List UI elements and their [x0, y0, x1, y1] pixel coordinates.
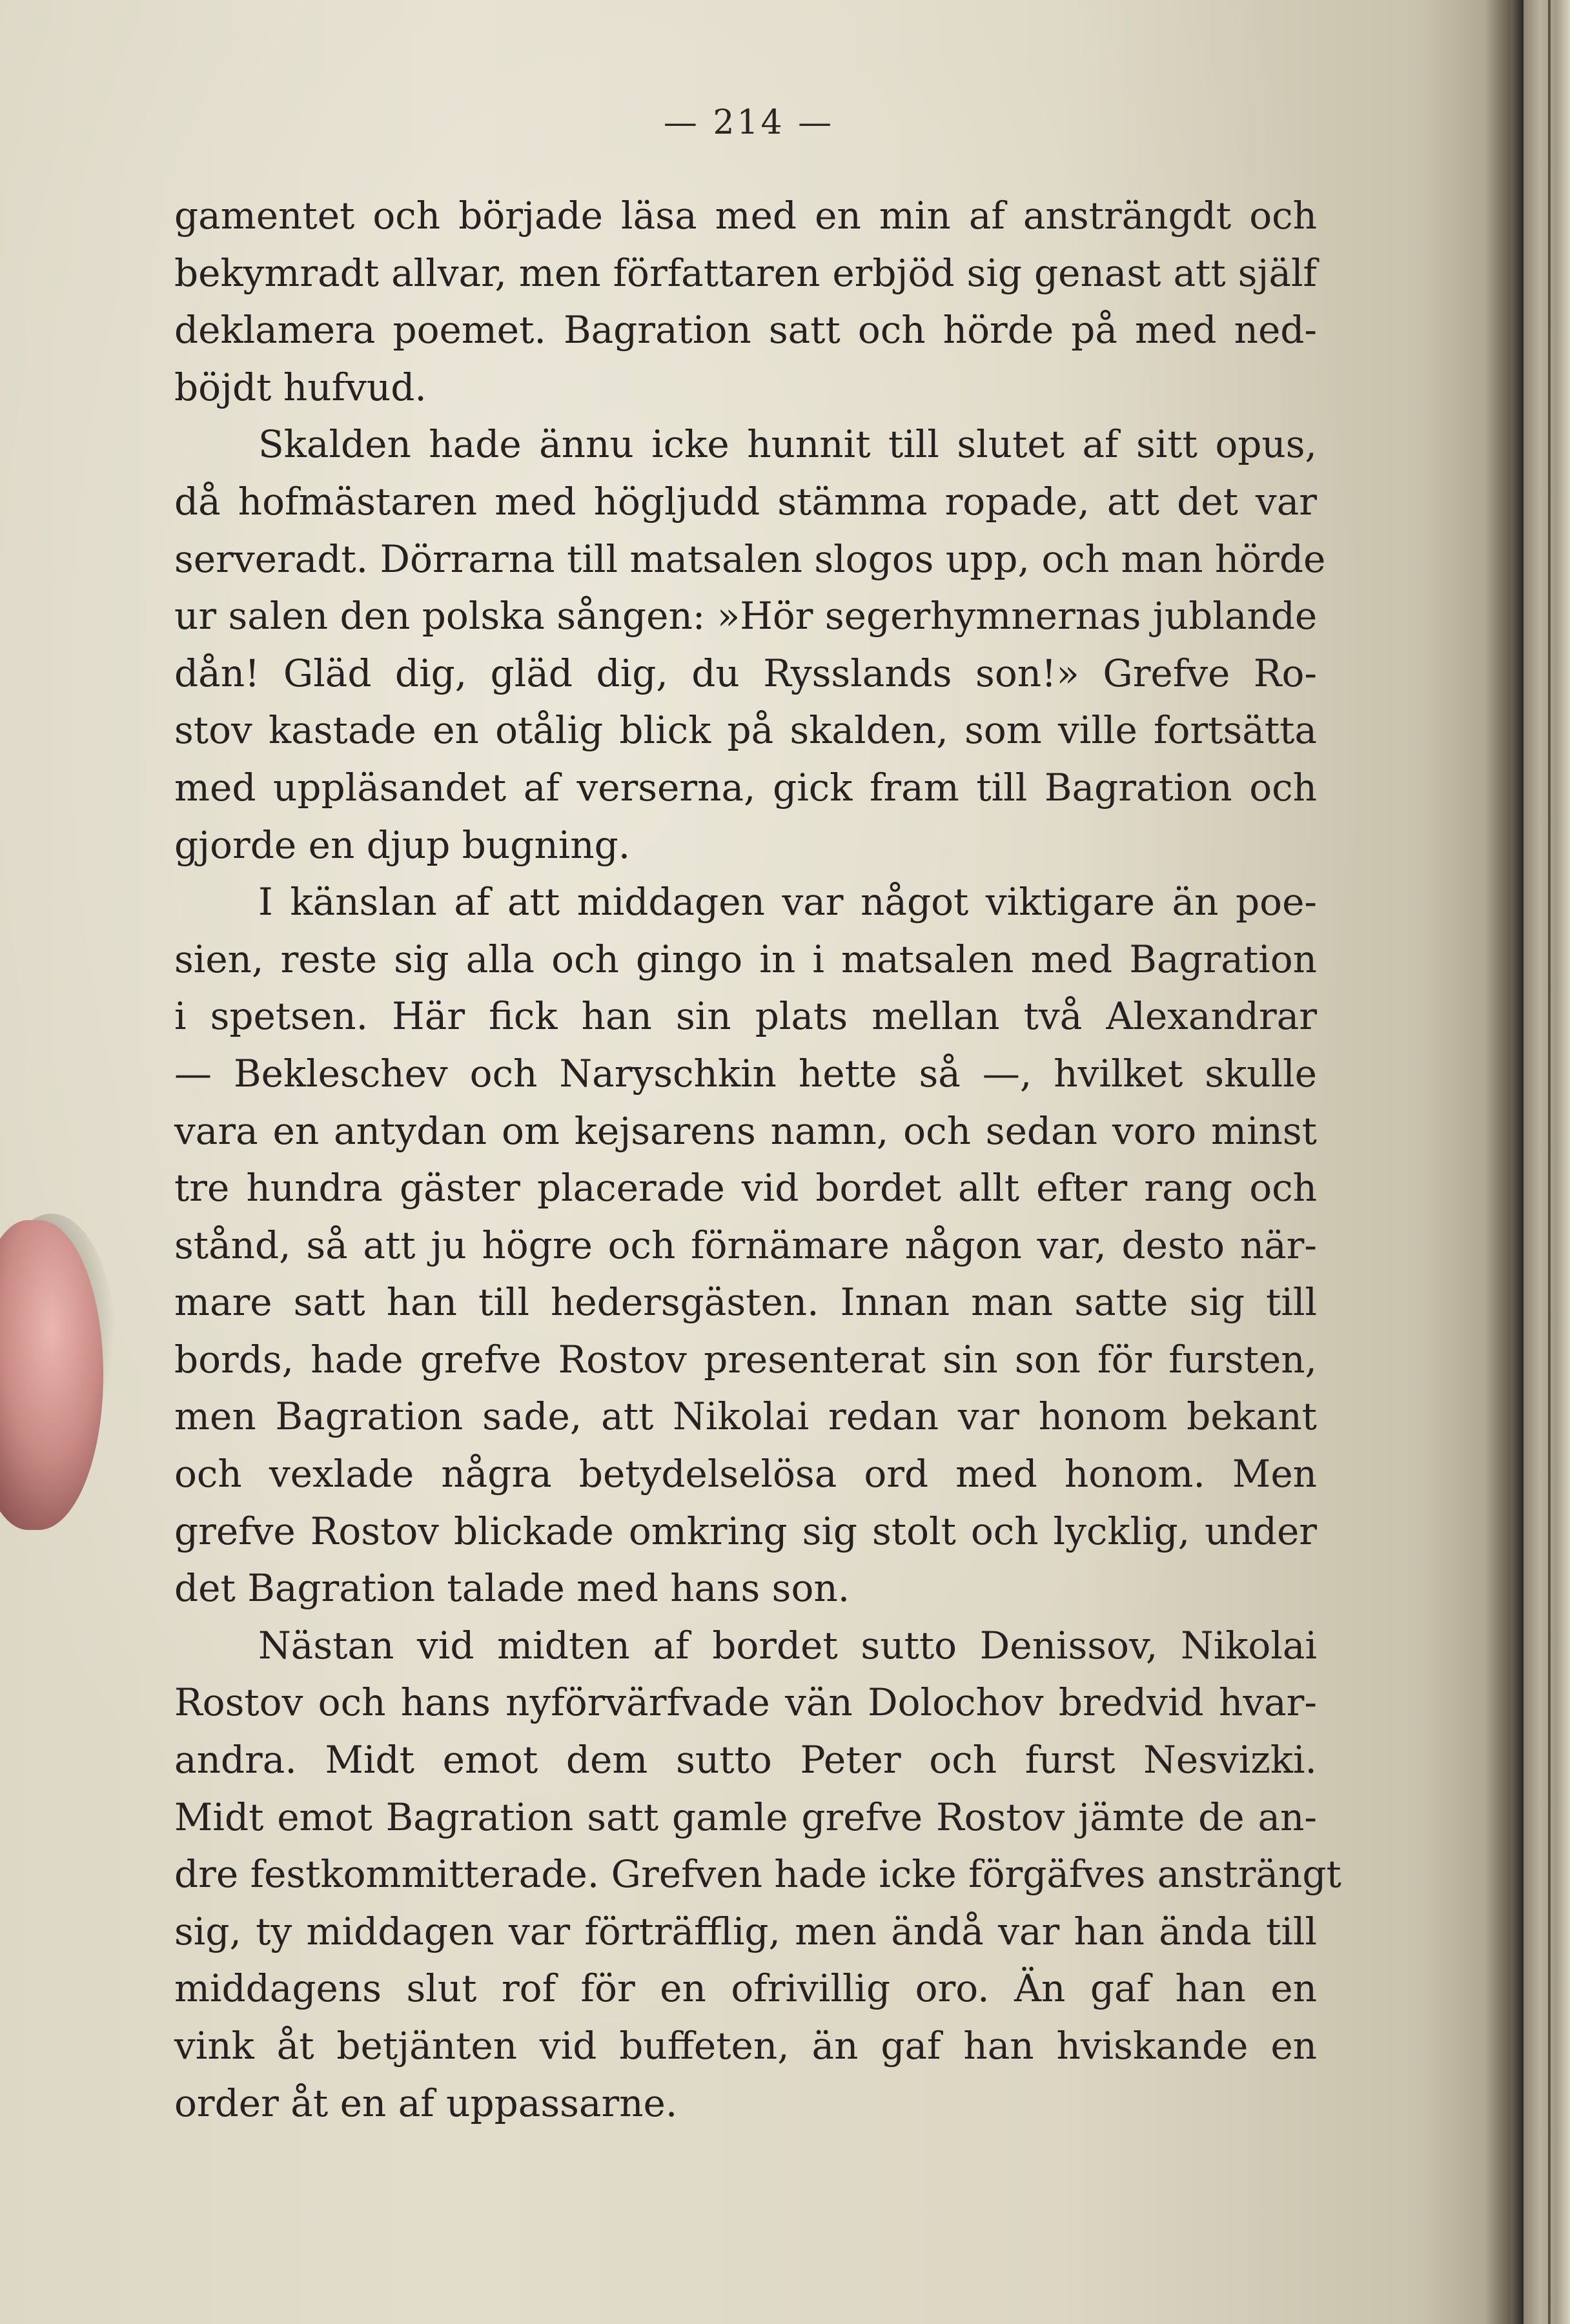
text-line: — Bekleschev och Naryschkin hette så —, hvilket skulle [174, 1051, 1317, 1096]
text-line: Midt emot Bagration satt gamle grefve Rostov jämte de an- [174, 1795, 1317, 1839]
text-line: gamentet och började läsa med en min af ansträngdt och [174, 194, 1317, 238]
next-page-edge [1524, 0, 1570, 2324]
text-line: böjdt hufvud. [174, 365, 427, 409]
book-gutter-shadow [1485, 0, 1524, 2324]
text-line: ur salen den polska sången: »Hör segerhymnernas jublande [174, 594, 1318, 638]
text-line: stov kastade en otålig blick på skalden, som ville fortsätta [174, 708, 1317, 753]
text-line: I känslan af att middagen var något viktigare än poe- [258, 880, 1317, 924]
text-line: då hofmästaren med högljudd stämma ropade, att det var [174, 479, 1317, 524]
text-line: dån! Gläd dig, gläd dig, du Rysslands son!» Grefve Ro- [174, 651, 1317, 695]
text-line: deklamera poemet. Bagration satt och hörde på med ned- [174, 308, 1317, 352]
text-line: stånd, så att ju högre och förnämare någon var, desto när- [174, 1223, 1317, 1267]
text-line: vink åt betjänten vid buffeten, än gaf han hviskande en [174, 2024, 1317, 2068]
page-body [174, 187, 1341, 2132]
text-line: order åt en af uppassarne. [174, 2081, 678, 2125]
page-edge-line [1548, 0, 1551, 2324]
text-line: tre hundra gäster placerade vid bordet allt efter rang och [174, 1166, 1317, 1210]
page-number: — 214 — [663, 103, 835, 142]
text-line: Skalden hade ännu icke hunnit till slutet af sitt opus, [258, 422, 1317, 467]
text-line: bekymradt allvar, men författaren erbjöd sig genast att själf [174, 250, 1317, 295]
text-line: i spetsen. Här fick han sin plats mellan två Alexandrar [174, 994, 1317, 1039]
text-line: men Bagration sade, att Nikolai redan var honom bekant [174, 1394, 1317, 1439]
text-line: bords, hade grefve Rostov presenterat sin son för fursten, [174, 1337, 1317, 1381]
text-line: och vexlade några betydelselösa ord med honom. Men [174, 1452, 1317, 1496]
text-line: middagens slut rof för en ofrivillig oro. Än gaf han en [174, 1966, 1317, 2011]
text-line: dre festkommitterade. Grefven hade icke förgäfves ansträngt [174, 1852, 1341, 1897]
text-line: gjorde en djup bugning. [174, 822, 631, 867]
text-line: Rostov och hans nyförvärfvade vän Dolochov bredvid hvar- [174, 1680, 1317, 1725]
text-line: grefve Rostov blickade omkring sig stolt och lycklig, under [174, 1509, 1317, 1553]
text-line: sien, reste sig alla och gingo in i matsalen med Bagration [174, 937, 1317, 981]
text-line: det Bagration talade med hans son. [174, 1566, 850, 1611]
text-line: mare satt han till hedersgästen. Innan man satte sig till [174, 1280, 1317, 1325]
text-line: vara en antydan om kejsarens namn, och sedan voro minst [174, 1108, 1317, 1153]
text-line: Nästan vid midten af bordet sutto Denissov, Nikolai [258, 1623, 1317, 1667]
text-line: serveradt. Dörrarna till matsalen slogos upp, och man hörde [174, 536, 1326, 581]
text-line: med uppläsandet af verserna, gick fram till Bagration och [174, 765, 1317, 810]
text-line: andra. Midt emot dem sutto Peter och furst Nesvizki. [174, 1738, 1317, 1782]
text-line: sig, ty middagen var förträfflig, men ändå var han ända till [174, 1909, 1317, 1953]
